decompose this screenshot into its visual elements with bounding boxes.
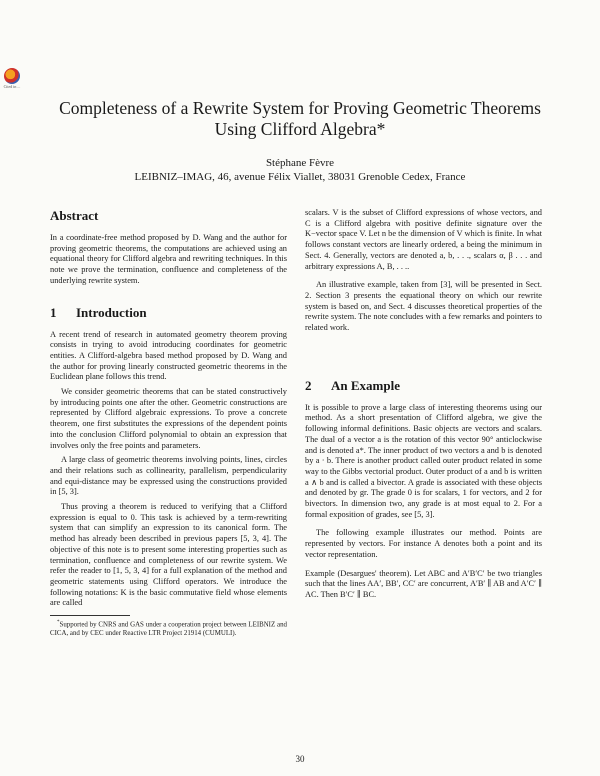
section-title: Introduction	[76, 304, 147, 320]
example-paragraph-2: The following example illustrates our method. Points are represented by vectors. For instance A denotes both a point and its vector representation.	[305, 528, 542, 559]
footnote-rule	[50, 615, 130, 616]
section-heading-example	[305, 378, 542, 393]
logo-text: Cited in ...	[3, 84, 21, 89]
footnote-mark: *	[57, 620, 60, 626]
footnote-text: Supported by CNRS and GAS under a cooperation project between LEIBNIZ and CICA, and by CEC under Reactive LTR Project 21914 (CUMULI).	[50, 621, 287, 637]
abstract-heading: Abstract	[50, 208, 99, 223]
title-line-1: Completeness of a Rewrite System for Proving Geometric Theorems	[59, 98, 541, 118]
intro-paragraph-3: A large class of geometric theorems involving points, lines, circles and their relations such as collinearity, parallelism, perpendicularity and equi-distance may be expressed using the constructions provided in [5, 3].	[50, 455, 287, 497]
title-line-2: Using Clifford Algebra*	[214, 119, 386, 139]
outline-paragraph: An illustrative example, taken from [3], will be presented in Sect. 2. Section 3 presents the equational theory on which our rewrite system is based on, and Sect. 4 discusses theoretical properties of the rewrite system. The note concludes with a few remarks and pointers to related work.	[305, 280, 542, 333]
author-affiliation: LEIBNIZ–IMAG, 46, avenue Félix Viallet, 38031 Grenoble Cedex, France	[134, 171, 466, 183]
intro-paragraph-4: Thus proving a theorem is reduced to verifying that a Clifford expression is equal to 0. This task is achieved by a term-rewriting system that can simplify an expression to its canonical form. The method has already been described in previous papers [5, 3, 4]. The objective of this note is to present some interesting properties such as termination, confluence and completeness of our rewrite system. We refer the reader to [1, 5, 3, 4] for a full explanation of the method and geometric statements using Clifford operators. We introduce the following notations: K is the basic commutative field whose elements are called	[50, 502, 287, 608]
footnote	[50, 619, 287, 638]
example-label: Example	[305, 568, 335, 578]
section-number: 2	[305, 377, 312, 393]
section-number: 1	[50, 304, 57, 320]
intro-continuation: scalars. V is the subset of Clifford expressions of whose vectors, and C is a Clifford algebra with positive definite signature over the K−vector space V. Let n be the dimension of V which is finite. In what follows constant vectors are linearly ordered, a being the minimum in Sect. 4. Generally, vectors are denoted a, b, . . ., scalars α, β . . . and arbitrary expressions A, B, . . ..	[305, 208, 542, 271]
section-heading-introduction	[50, 305, 287, 320]
logo-emblem	[4, 68, 20, 84]
intro-paragraph-1: A recent trend of research in automated geometry theorem proving consists in trying to avoid introducing coordinates for geometric entities. A Clifford-algebra based method proposed by D. Wang and the author for proving linearly constructed geometric theorems in the Euclidean plane follows this trend.	[50, 329, 287, 382]
section-title: An Example	[331, 377, 400, 393]
intro-paragraph-2: We consider geometric theorems that can be stated constructively by introducing points one after the other. Geometric constructions are represented by Clifford algebraic expressions. To prove a concrete theorem, one first substitutes the expressions of the dependent points into the conclusion Clifford polynomial to obtain an expression that involves only the free points and parameters.	[50, 387, 287, 450]
paper-title	[50, 98, 550, 140]
example-paragraph-1: It is possible to prove a large class of interesting theorems using our method. As a short presentation of Clifford algebra, we give the following informal definitions. Basic objects are vectors and scalars. The dual of a vector a is the rotation of this vector 90° anticlockwise and is denoted a*. The inner product of two vectors a and b is denoted by a · b. There is another product called outer product related in some way to the Gibbs vectorial product. Outer product of a and b is written a ∧ b and is called a bivector. A grade is associated with these objects and denoted by gr. The grade 0 is for scalars, 1 for vectors, and 2 for bivectors. In dimension two, any grade is at most equal to 2. For a formal exposition of grades, see [5, 3].	[305, 402, 542, 519]
conference-logo	[2, 68, 22, 98]
page-number: 30	[295, 754, 305, 764]
example-statement: (Desargues' theorem). Let ABC and A′B′C′ be two triangles such that the lines AA′, BB′, CC′ are concurrent, A′B′ ∥ AB and A′C′ ∥ AC. Then B′C′ ∥ BC.	[305, 568, 543, 599]
example-paragraph-3	[305, 569, 542, 601]
abstract-text: In a coordinate-free method proposed by D. Wang and the author for proving geometric theorems, the computations are achieved using an equational theory for Clifford algebra and rewriting techniques. In this note we prove the termination, confluence and completeness of the underlying rewrite system.	[50, 233, 287, 285]
left-column	[50, 208, 287, 638]
right-column	[305, 208, 542, 605]
author-name: Stéphane Fèvre	[265, 157, 335, 169]
